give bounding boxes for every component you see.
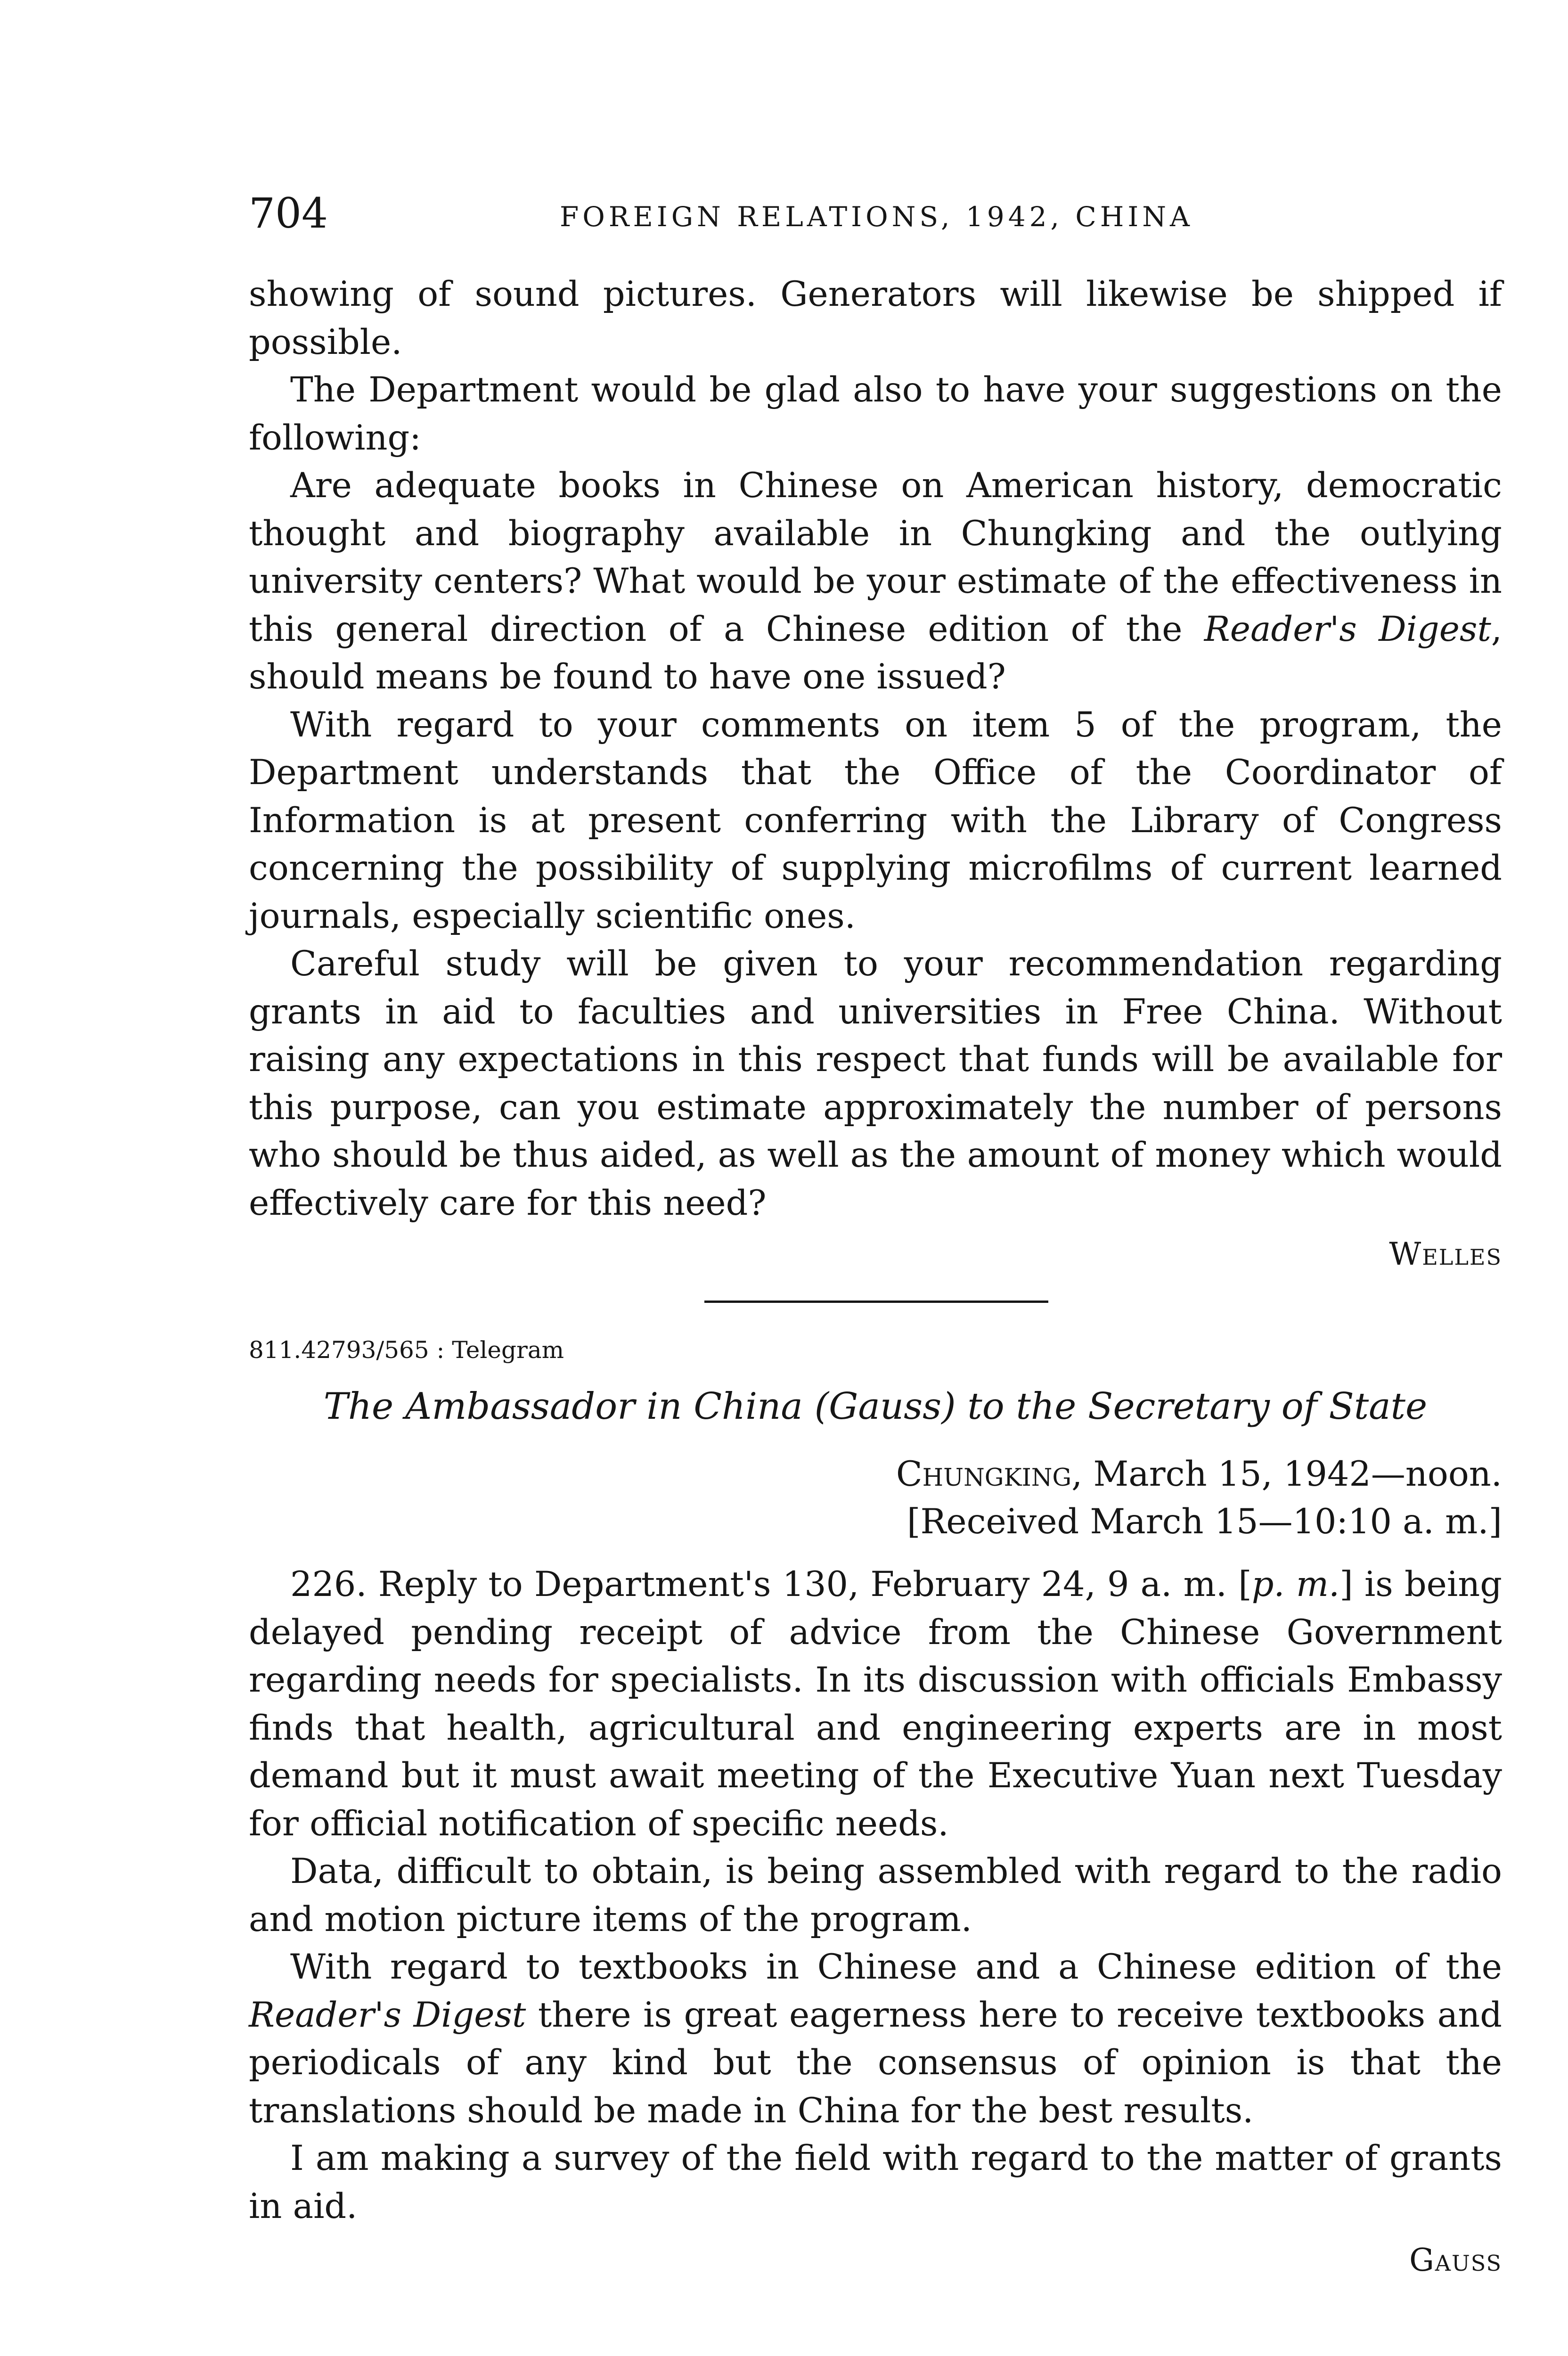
- page-number: 704: [249, 189, 328, 237]
- paragraph: I am making a survey of the field with regard to the matter of grants in aid.: [249, 2138, 1502, 2226]
- time-annotation: p. m.: [1251, 1564, 1340, 1604]
- paragraph: Careful study will be given to your recommendation regarding grants in aid to faculties and universities in Free China. Without raising any expectations in this respect that funds will be available for this purpose, can you estimate approximately the number of persons who should be thus aided, as well as the amount of money which would effectively care for this need?: [249, 944, 1502, 1223]
- dateline: [249, 1450, 1502, 1498]
- letter-welles: [249, 270, 1502, 1278]
- paragraph: Are adequate books in Chinese on American history, democratic thought and biography available in Chungking and the outlying university centers? What would be your estimate of the effectiveness in this general direction of a Chinese edition of the Reader's Digest, should means be found to have one issued?: [249, 466, 1502, 697]
- file-reference: 811.42793/565 : Telegram: [249, 1336, 564, 1364]
- section-divider: [704, 1301, 1048, 1303]
- signature-welles: Welles: [1389, 1236, 1502, 1272]
- running-title: FOREIGN RELATIONS, 1942, CHINA: [560, 201, 1193, 233]
- heading-name: Gauss: [829, 1385, 942, 1428]
- paragraph: The Department would be glad also to have your suggestions on the following:: [249, 370, 1502, 458]
- paragraph: showing of sound pictures. Generators will likewise be shipped if possible.: [249, 274, 1502, 362]
- publication-title: Reader's Digest: [1204, 609, 1491, 649]
- dateline-date: , March 15, 1942—noon.: [1071, 1454, 1502, 1494]
- publication-title: Reader's Digest: [249, 1995, 526, 2035]
- running-header: [249, 188, 1502, 239]
- paragraph: With regard to your comments on item 5 of the program, the Department understands that the Office of the Coordinator of Information is at present conferring with the Library of Congress concerning the possibility of supplying microfilms of current learned journals, especially scientific ones.: [249, 704, 1502, 936]
- paragraph: With regard to textbooks in Chinese and a Chinese edition of the Reader's Digest there is great eagerness here to receive textbooks and periodicals of any kind but the consensus of opinion is that the translations should be made in China for the best results.: [249, 1947, 1502, 2131]
- paragraph: Data, difficult to obtain, is being assembled with regard to the radio and motion picture items of the program.: [249, 1851, 1502, 1939]
- document-heading: The Ambassador in China (Gauss) to the Secretary of State: [323, 1385, 1428, 1428]
- dateline-place: Chungking: [896, 1454, 1072, 1494]
- received-line: [Received March 15—10:10 a. m.]: [906, 1502, 1502, 1542]
- paragraph: 226. Reply to Department's 130, February 24, 9 a. m. [p. m.] is being delayed pending receipt of advice from the Chinese Government regarding needs for specialists. In its discussion with officials Embassy finds that health, agricultural and engineering experts are in most demand but it must await meeting of the Executive Yuan next Tuesday for official notification of specific needs.: [249, 1564, 1502, 1844]
- signature-gauss: Gauss: [1409, 2242, 1502, 2278]
- telegram-gauss: [249, 1329, 1502, 2284]
